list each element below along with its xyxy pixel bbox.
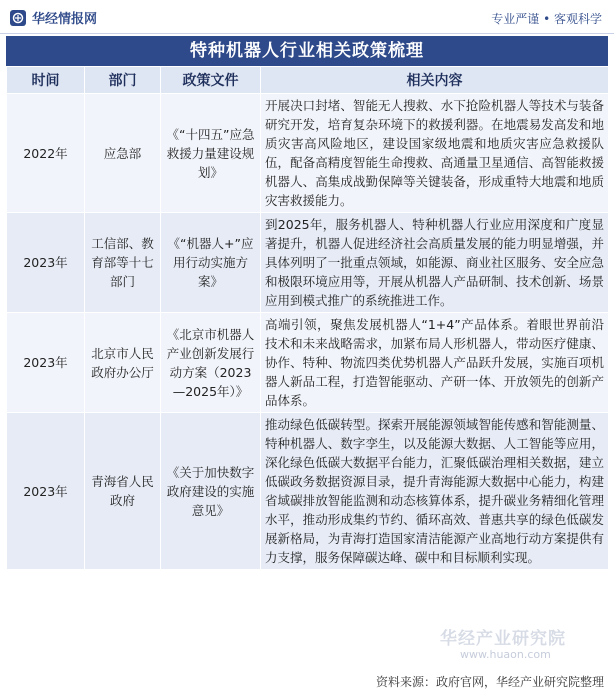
table-row [7, 213, 609, 313]
cell-doc: 《“十四五”应急救援力量建设规划》 [161, 94, 261, 213]
slogan: 专业严谨 • 客观科学 [491, 12, 602, 26]
cell-dept: 北京市人民政府办公厅 [85, 313, 161, 413]
cell-dept: 青海省人民政府 [85, 413, 161, 570]
policy-table [6, 66, 609, 570]
source-note: 资料来源：政府官网，华经产业研究院整理 [375, 675, 604, 689]
cell-year: 2023年 [7, 313, 85, 413]
table-row [7, 413, 609, 570]
cell-content: 到2025年，服务机器人、特种机器人行业应用深度和广度显著提升，机器人促进经济社会高质量发展的能力明显增强，并具体列明了一批重点领域，如能源、商业社区服务、安全应急和极限环境应用等，开展从机器人产品研制、技术创新、场景应用到模式推广的系统推进工作。 [261, 213, 609, 313]
header-dept: 部门 [85, 67, 161, 94]
header-year: 时间 [7, 67, 85, 94]
header-doc: 政策文件 [161, 67, 261, 94]
cell-year: 2023年 [7, 213, 85, 313]
cell-doc: 《北京市机器人产业创新发展行动方案（2023—2025年）》 [161, 313, 261, 413]
logo-icon [10, 10, 26, 26]
cell-dept: 应急部 [85, 94, 161, 213]
watermark-text: 华经产业研究院 [440, 629, 566, 649]
logo-text: 华经情报网 [32, 12, 98, 27]
cell-content: 高端引领，聚焦发展机器人“1+4”产品体系。着眼世界前沿技术和未来战略需求，加紧布局人形机器人，带动医疗健康、协作、特种、物流四类优势机器人产品跃升发展，实施百项机器人新品工程，打造智能驱动、产研一体、开放领先的创新产品体系。 [261, 313, 609, 413]
cell-year: 2023年 [7, 413, 85, 570]
cell-doc: 《关于加快数字政府建设的实施意见》 [161, 413, 261, 570]
table-row [7, 313, 609, 413]
cell-doc: 《“机器人+”应用行动实施方案》 [161, 213, 261, 313]
header-content: 相关内容 [261, 67, 609, 94]
cell-year: 2022年 [7, 94, 85, 213]
watermark-url: www.huaon.com [460, 648, 551, 661]
cell-content: 开展决口封堵、智能无人搜救、水下抢险机器人等技术与装备研究开发，培育复杂环境下的救援利器。在地震易发高发和地质灾害高风险地区，建设国家级地震和地质灾害应急救援队伍，配备高精度智能生命搜救、高通量卫星通信、高智能救援机器人、高集成战勤保障等关键装备，形成重特大地震和地质灾害救援能力。 [261, 94, 609, 213]
brand-logo[interactable] [10, 8, 97, 27]
page-title: 特种机器人行业相关政策梳理 [6, 36, 608, 66]
table-header-row [7, 67, 609, 94]
table-row [7, 94, 609, 213]
cell-dept: 工信部、教育部等十七部门 [85, 213, 161, 313]
cell-content: 推动绿色低碳转型。探索开展能源领域智能传感和智能测量、特种机器人、数字孪生，以及能源大数据、人工智能等应用，深化绿色低碳大数据平台能力，汇聚低碳治理相关数据，建立低碳政务数据资源目录，提升青海能源大数据中心能力，构建省域碳排放智能监测和动态核算体系，提升碳业务精细化管理水平，推动形成集约节约、循环高效、普惠共享的绿色低碳发展新格局，为青海打造国家清洁能源产业高地行动方案提供有力支撑，服务保障碳达峰、碳中和目标顺利实现。 [261, 413, 609, 570]
top-bar [0, 0, 614, 34]
